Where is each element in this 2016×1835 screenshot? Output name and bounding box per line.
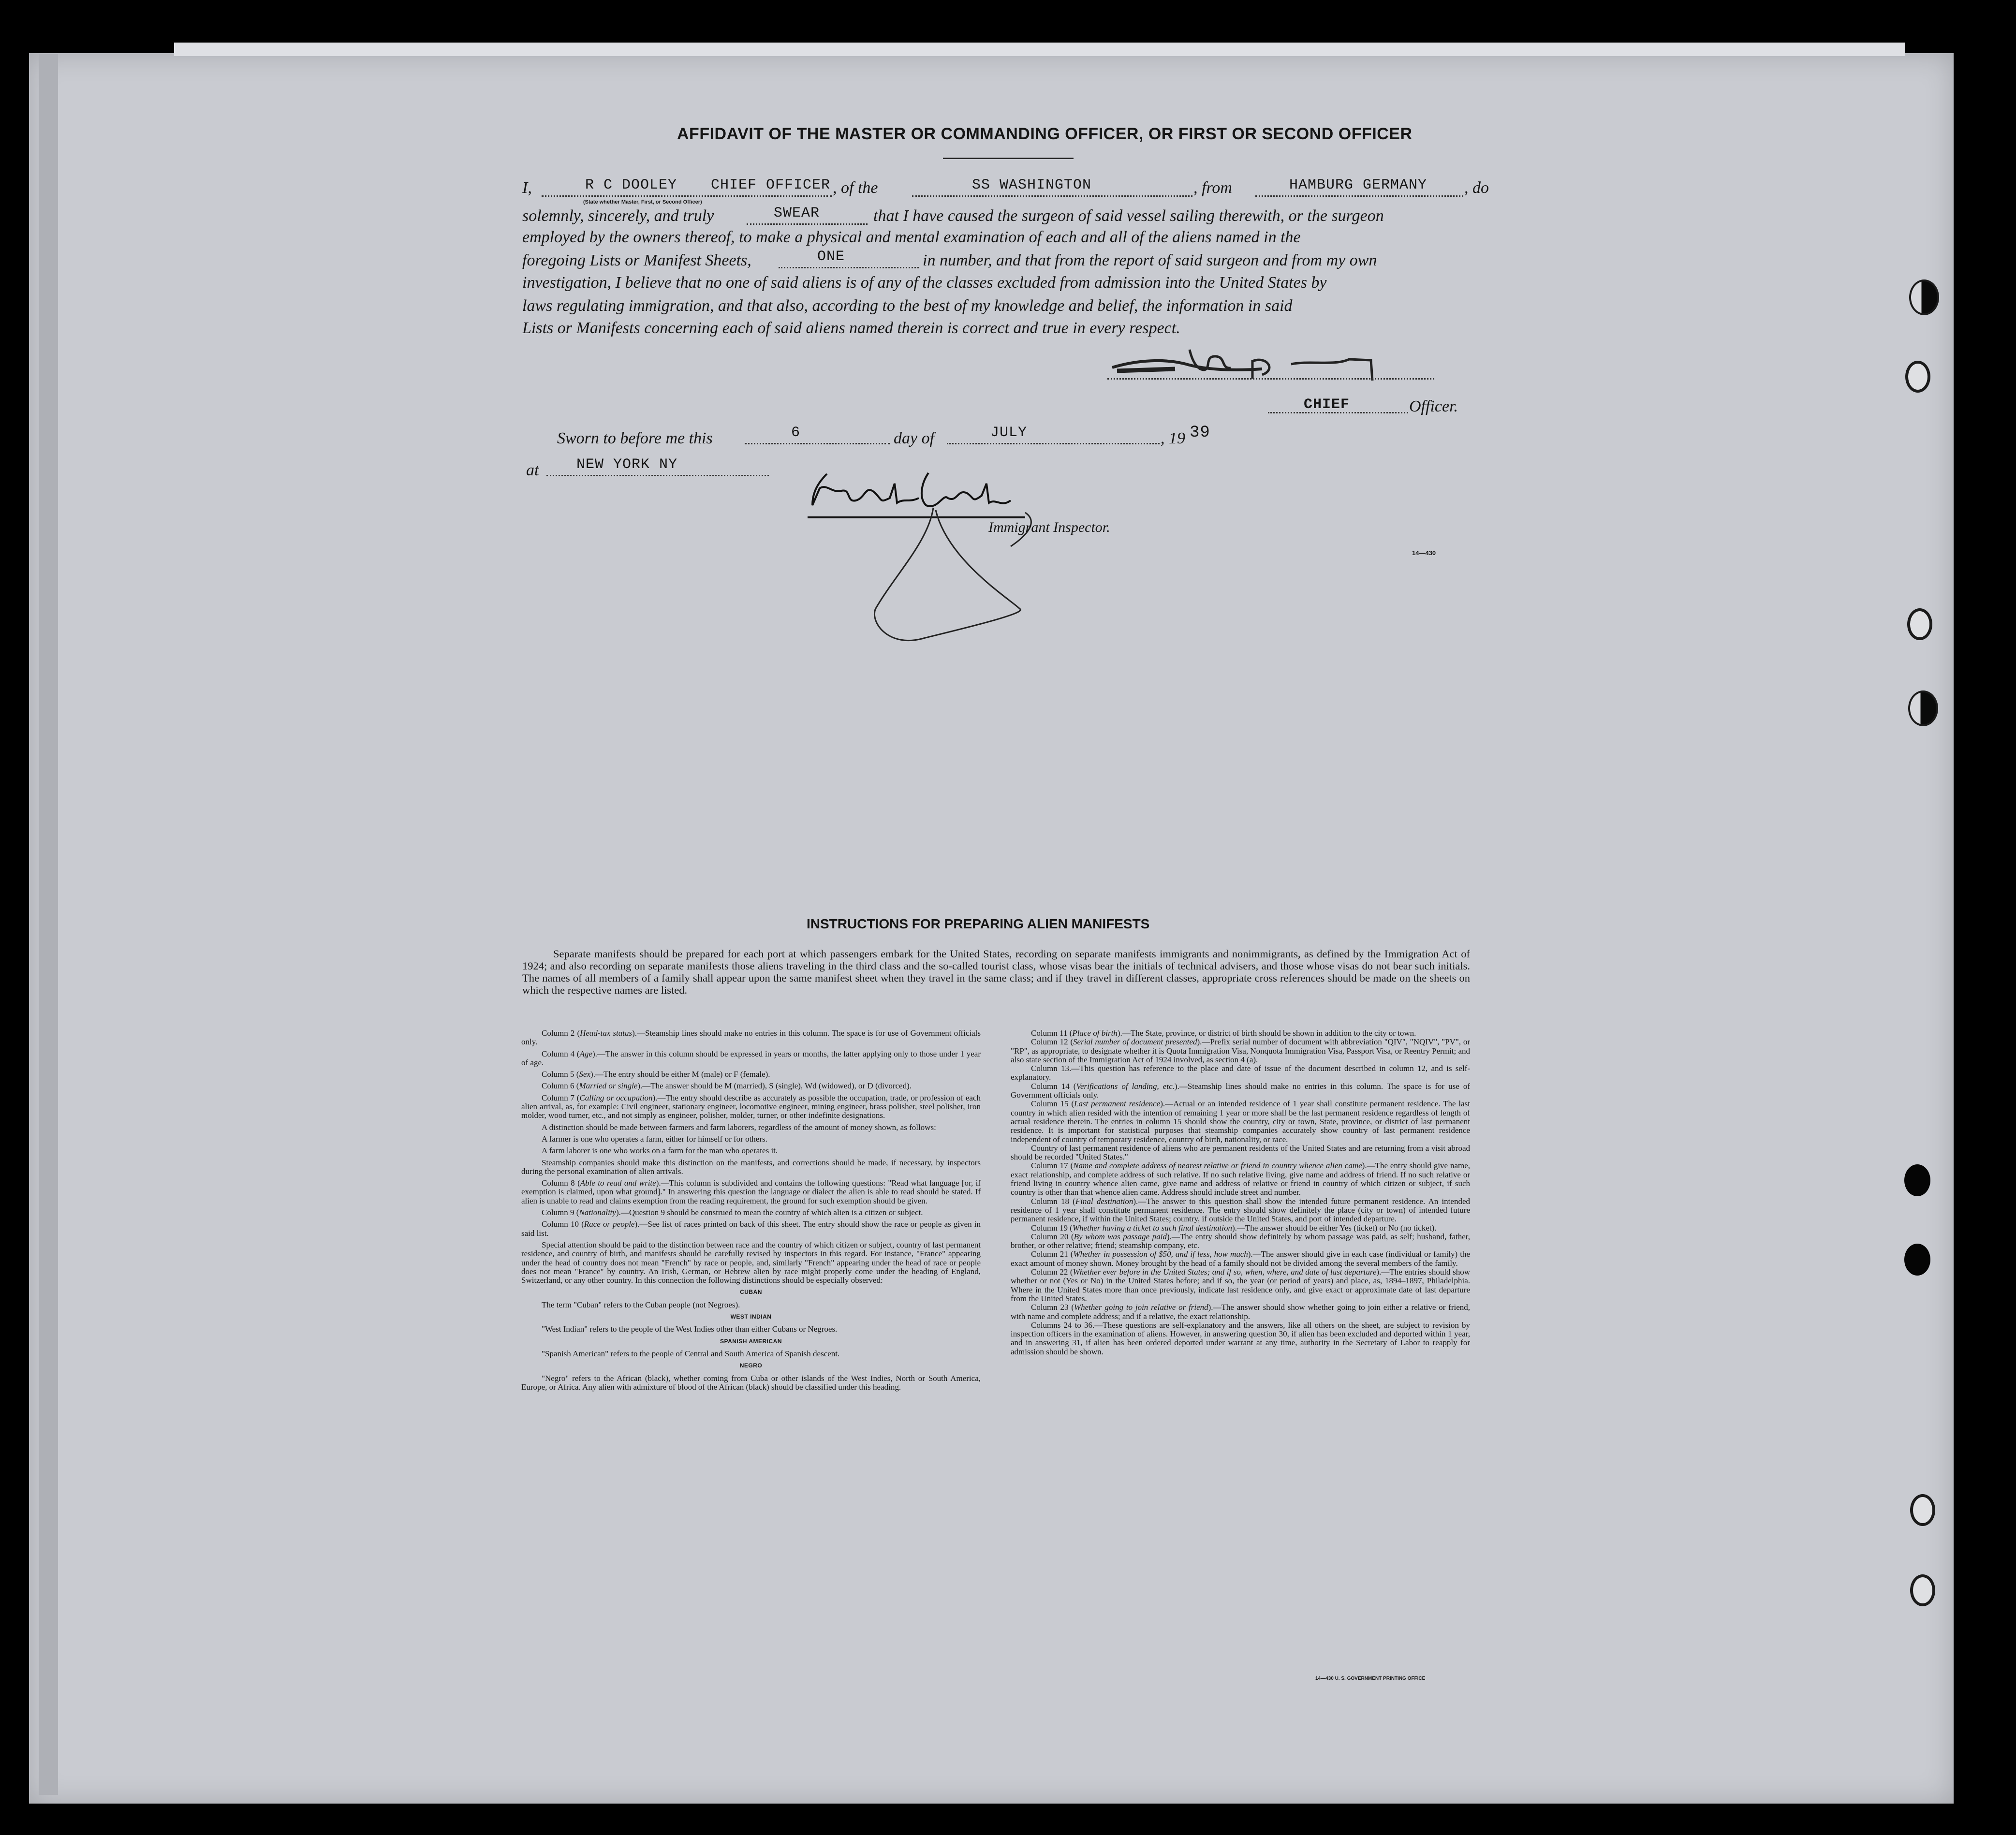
column-lead: Column 20 (: [1031, 1232, 1074, 1241]
column-heading: Last permanent residence: [1074, 1099, 1161, 1109]
column-lead: Column 11 (: [1031, 1028, 1073, 1038]
sworn-day: 6: [791, 425, 801, 441]
oath-word: SWEAR: [774, 205, 820, 221]
column-text: ).—The entry should be either M (male) or F (female).: [590, 1070, 770, 1079]
sheet-top-edge: [174, 43, 1905, 56]
column-lead: Column 9 (: [542, 1208, 579, 1218]
column-text: ).—Steamship lines should make no entries in this column. The space is for use of Government officials only.: [1011, 1081, 1471, 1100]
place-fill-line: [546, 475, 769, 476]
instructions-right-column: [1011, 1029, 1470, 1356]
inspector-signature: [798, 464, 1069, 658]
column-lead: Column 4 (: [542, 1049, 580, 1058]
column-heading: Married or single: [579, 1081, 638, 1091]
rank-fill-line: [542, 195, 832, 197]
affidavit-word: foregoing Lists or Manifest Sheets,: [522, 251, 751, 269]
column-lead: Column 15 (: [1031, 1099, 1074, 1109]
column-lead: Column 19 (: [1031, 1223, 1073, 1233]
column-text: ).—The State, province, or district of birth should be shown in addition to the city or town.: [1117, 1028, 1416, 1038]
column-lead: Column 23 (: [1031, 1303, 1074, 1312]
binder-hole-icon: [1905, 361, 1930, 393]
column-lead: Column 21 (: [1031, 1249, 1074, 1259]
paragraph: A farm laborer is one who works on a farm for the man who operates it.: [542, 1146, 778, 1156]
binder-hole-icon: [1908, 690, 1938, 726]
paragraph: A distinction should be made between farmers and farm laborers, regardless of the amount of money shown, as follows:: [542, 1122, 936, 1132]
column-heading: Race or people: [584, 1219, 635, 1229]
affidavit-text: employed by the owners thereof, to make a physical and mental examination of each and all of the aliens named in the: [522, 228, 1301, 246]
paragraph: "Negro" refers to the African (black), whether coming from Cuba or other islands of the West Indies, North or South America, Europe, or Africa. Any alien with admixture of blood of the African (black) should be classified under this heading.: [521, 1373, 981, 1392]
binder-hole-icon: [1904, 1164, 1930, 1196]
column-lead: Column 10 (: [542, 1219, 584, 1229]
column-text: ).—The answer should give in each case (individual or family) the exact amount of money shown. Money brought by the head of a family should not be divided among the several members of the family.: [1011, 1249, 1470, 1268]
column-text: ).—The answer in this column should be expressed in years or months, the latter applying only to those under 1 year of age.: [521, 1049, 981, 1067]
inspector-label: Immigrant Inspector.: [988, 519, 1110, 535]
column-heading: Place of birth: [1072, 1028, 1118, 1038]
column-text: ).—The entry should describe as accurately as possible the occupation, trade, or profession of each alien arrival, as, for example: Civil engineer, stationary engineer, locomotive engineer, mining engineer, brass polisher, steel polisher, iron molder, wood turner, etc., and not simply as engineer, polisher, molder, turner, or other indefinite designations.: [521, 1093, 981, 1120]
sheets-fill-line: [779, 267, 919, 268]
column-heading: Able to read and write: [580, 1178, 656, 1188]
paragraph: Special attention should be paid to the distinction between race and the country of which citizen or subject, country of last permanent residence, and country of birth, and manifests should be carefully revised by inspectors in this regard. For instance, "France" appearing under the head of country does not mean "French" by race or people, and, similarly "French" appearing under the head of race or people does not mean "France" by country. An Irish, German, or Hebrew alien by race might properly come under the heading of England, Switzerland, or any other country. In this connection the following distinctions should be especially observed:: [521, 1240, 981, 1285]
affidavit-word: , from: [1193, 179, 1232, 197]
paragraph: The term "Cuban" refers to the Cuban people (not Negroes).: [542, 1300, 740, 1309]
column-lead: Column 18 (: [1031, 1196, 1075, 1206]
column-lead: Column 14 (: [1031, 1081, 1076, 1091]
column-text: ).—The answer should be either Yes (ticket) or No (no ticket).: [1232, 1223, 1437, 1233]
column-heading: By whom was passage paid: [1074, 1232, 1167, 1241]
column-text: ).—This column is subdivided and contains the following questions: "Read what language [or, if exemption is claimed, upon what ground]." In answering this question the language or dialect the alien is able to read should be stated. If alien is unable to read and claims exemption from the reading requirement, the ground for such exemption should be given.: [521, 1178, 981, 1205]
column-heading: Final destination: [1075, 1196, 1133, 1206]
column-lead: Column 17 (: [1031, 1161, 1074, 1171]
column-text: ).—Actual or an intended residence of 1 year shall constitute permanent residence. The last country in which alien resided with the intention of remaining 1 year or more shall be the last permanent residence regardless of length of actual residence therein. The entries in column 15 should show the country, city or town, State, province, or district of last permanent residence. It is important for statistical purposes that steamship companies accurately show country of last permanent residence independent of country of temporary residence, country of birth, nationality, or race.: [1011, 1099, 1470, 1144]
column-heading: Verifications of landing, etc.: [1076, 1081, 1175, 1091]
column-heading: Whether having a ticket to such final destination: [1072, 1223, 1232, 1233]
affidavit-text: Lists or Manifests concerning each of said aliens named therein is correct and true in every respect.: [522, 319, 1180, 337]
sworn-month: JULY: [990, 425, 1028, 441]
sheet-count: ONE: [817, 249, 845, 265]
affidavit-text: that I have caused the surgeon of said vessel sailing therewith, or the surgeon: [873, 207, 1384, 225]
vessel-name: SS WASHINGTON: [972, 177, 1092, 193]
affidavit-word: I,: [522, 179, 532, 197]
officer-rank: CHIEF OFFICER: [711, 177, 831, 193]
column-text: ).—See list of races printed on back of this sheet. The entry should show the race or people as given in said list.: [521, 1219, 981, 1238]
column-heading: Serial number of document presented: [1073, 1037, 1197, 1047]
affidavit-word: , of the: [833, 179, 878, 197]
paragraph: Country of last permanent residence of aliens who are permanent residents of the United States and are returning from a visit abroad should be recorded "United States.": [1011, 1143, 1470, 1162]
sworn-place: NEW YORK NY: [576, 456, 678, 473]
printer-credit: 14—430 U. S. GOVERNMENT PRINTING OFFICE: [1315, 1676, 1426, 1681]
column-heading: Calling or occupation: [579, 1093, 653, 1102]
column-lead: Column 6 (: [542, 1081, 579, 1091]
affidavit-word: Sworn to before me this: [557, 429, 713, 447]
column-heading: Whether in possession of $50, and if less, how much: [1073, 1249, 1248, 1259]
paragraph: "West Indian" refers to the people of the West Indies other than either Cubans or Negroes.: [542, 1324, 838, 1334]
paragraph: Steamship companies should make this distinction on the manifests, and corrections should be made, if necessary, by inspectors during the personal examination of alien arrivals.: [521, 1158, 981, 1176]
column-text: ).—The answer should be M (married), S (single), Wd (widowed), or D (divorced).: [637, 1081, 912, 1091]
form-number: 14—430: [1412, 549, 1436, 557]
day-fill-line: [745, 443, 890, 444]
column-heading: Age: [579, 1049, 592, 1058]
affidavit-title: AFFIDAVIT OF THE MASTER OR COMMANDING OFFICER, OR FIRST OR SECOND OFFICER: [677, 125, 1413, 143]
column-text: ).—The entry should show definitely by whom passage was paid, as self; husband, father, brother, or other relative; friend; steamship company, etc.: [1011, 1232, 1470, 1250]
month-fill-line: [947, 443, 1160, 444]
column-text: ).—The answer should show whether going to join either a relative or friend, with name and complete address; and if a relative, the exact relationship.: [1011, 1303, 1470, 1321]
column-heading: Whether ever before in the United States; and if so, when, where, and date of last departure: [1073, 1267, 1377, 1277]
paragraph: Column 13.—This question has reference to the place and date of issue of the document described in column 12, and is self-explanatory.: [1011, 1064, 1470, 1082]
affidavit-word: at: [526, 461, 539, 479]
affidavit-text: laws regulating immigration, and that also, according to the best of my knowledge and belief, the information in said: [522, 297, 1293, 315]
affidavit-word: day of: [894, 429, 935, 447]
rank-note: (State whether Master, First, or Second Officer): [583, 199, 702, 205]
column-lead: Column 2 (: [542, 1028, 580, 1038]
port-fill-line: [1255, 195, 1463, 197]
column-heading: Nationality: [579, 1208, 616, 1218]
instructions-title: INSTRUCTIONS FOR PREPARING ALIEN MANIFESTS: [807, 916, 1150, 931]
binder-hole-icon: [1907, 608, 1932, 640]
departure-port: HAMBURG GERMANY: [1289, 177, 1427, 193]
column-heading: Name and complete address of nearest relative or friend in country whence alien came: [1073, 1161, 1362, 1171]
column-text: ).—The answer to this question shall show the intended future permanent residence. An intended residence of 1 year shall constitute permanent residence. The entry should show definitely the place (city or town) of intended future permanent residence, if within the United States; country, if outside the United States, and port of intended departure.: [1011, 1196, 1470, 1224]
affidavit-text: in number, and that from the report of said surgeon and from my own: [923, 251, 1377, 269]
section-heading: NEGRO: [739, 1362, 763, 1369]
column-heading: Head-tax status: [580, 1028, 633, 1038]
column-heading: Whether going to join relative or friend: [1074, 1303, 1208, 1312]
vessel-fill-line: [912, 195, 1192, 197]
section-heading: SPANISH AMERICAN: [720, 1337, 782, 1345]
column-text: ).—Question 9 should be construed to mean the country of which alien is a citizen or subject.: [616, 1208, 923, 1218]
instructions-left-column: [521, 1029, 981, 1395]
column-lead: Column 12 (: [1031, 1037, 1074, 1047]
paragraph: "Spanish American" refers to the people of Central and South America of Spanish descent.: [542, 1349, 840, 1358]
column-text: ).—Steamship lines should make no entries in this column. The space is for use of Government officials only.: [521, 1028, 981, 1047]
sheet-left-edge: [39, 54, 58, 1795]
section-heading: WEST INDIAN: [730, 1313, 772, 1321]
column-text: ).—The entries should show whether or not (Yes or No) in the United States before; and if so, the year (or period of years) and place, as, 1894–1897, Philadelphia. Where in the United States more than once previously, indicate last residence only, and give exact or approximate date of last departure from the United States.: [1011, 1267, 1471, 1303]
column-heading: Sex: [579, 1070, 591, 1079]
binder-hole-icon: [1909, 279, 1939, 315]
column-lead: Column 7 (: [542, 1093, 580, 1102]
affidavit-text: investigation, I believe that no one of said aliens is of any of the classes excluded from admission into the United States by: [522, 274, 1327, 292]
binder-hole-icon: [1910, 1494, 1935, 1526]
affidavit-word: , 19: [1161, 429, 1185, 447]
officer-label: Officer.: [1409, 397, 1458, 415]
column-text: ).—Prefix serial number of document with abbreviation "QIV", "NQIV", "PV", or "RP", as appropriate, to designate whether it is Quota Immigration Visa, Nonquota Immigration Visa, Passport Visa, or Reentry Permit; and also state section of the Immigration Act of 1924 involved, as section 4 (a).: [1011, 1037, 1470, 1064]
section-heading: CUBAN: [740, 1289, 762, 1296]
affidavit-word: , do: [1464, 179, 1489, 197]
officer-name: R C DOOLEY: [585, 177, 677, 193]
column-lead: Column 22 (: [1031, 1267, 1073, 1277]
paragraph: A farmer is one who operates a farm, either for himself or for others.: [542, 1134, 767, 1144]
paragraph: Columns 24 to 36.—These questions are self-explanatory and the answers, like all others on the sheet, are subject to revision by inspection officers in the examination of aliens. However, in answering question 30, if alien has been excluded and deported within 1 year, and in answering 31, if alien has been ordered deported under warrant at any time, authority in the Secretary of Labor to reapply for admission should be shown.: [1011, 1320, 1470, 1356]
affidavit-word: solemnly, sincerely, and truly: [522, 207, 714, 225]
oath-fill-line: [747, 223, 868, 225]
column-lead: Column 8 (: [542, 1178, 580, 1188]
column-text: ).—The entry should give name, exact relationship, and complete address of such relative. If no such relative living, give name and address of friend. If no such relative or friend living in country whence alien came, give name and address of relative or friend in country of which citizen or subject, if such country is other than that whence alien came. Address should include street and number.: [1011, 1161, 1471, 1197]
column-lead: Column 5 (: [542, 1070, 579, 1079]
signature-line: [1107, 378, 1434, 380]
officer-rank-short: CHIEF: [1304, 396, 1350, 413]
title-rule: [943, 158, 1074, 159]
binder-hole-icon: [1904, 1244, 1930, 1276]
sworn-year: 39: [1190, 424, 1210, 442]
instructions-intro: Separate manifests should be prepared for each port at which passengers embark for the United States, recording on separate manifests immigrants and nonimmigrants, as defined by the Immigration Act of 1924; and also recording on separate manifests those aliens traveling in the third class and the so-called tourist class, whose visas bear the initials of technical advisers, and those whose visas do not bear such initials. The names of all members of a family shall appear upon the same manifest sheet when they travel in the same class; and if they travel in different classes, appropriate cross references should be made on the sheets on which the respective names are listed.: [522, 948, 1470, 996]
binder-hole-icon: [1910, 1574, 1935, 1606]
